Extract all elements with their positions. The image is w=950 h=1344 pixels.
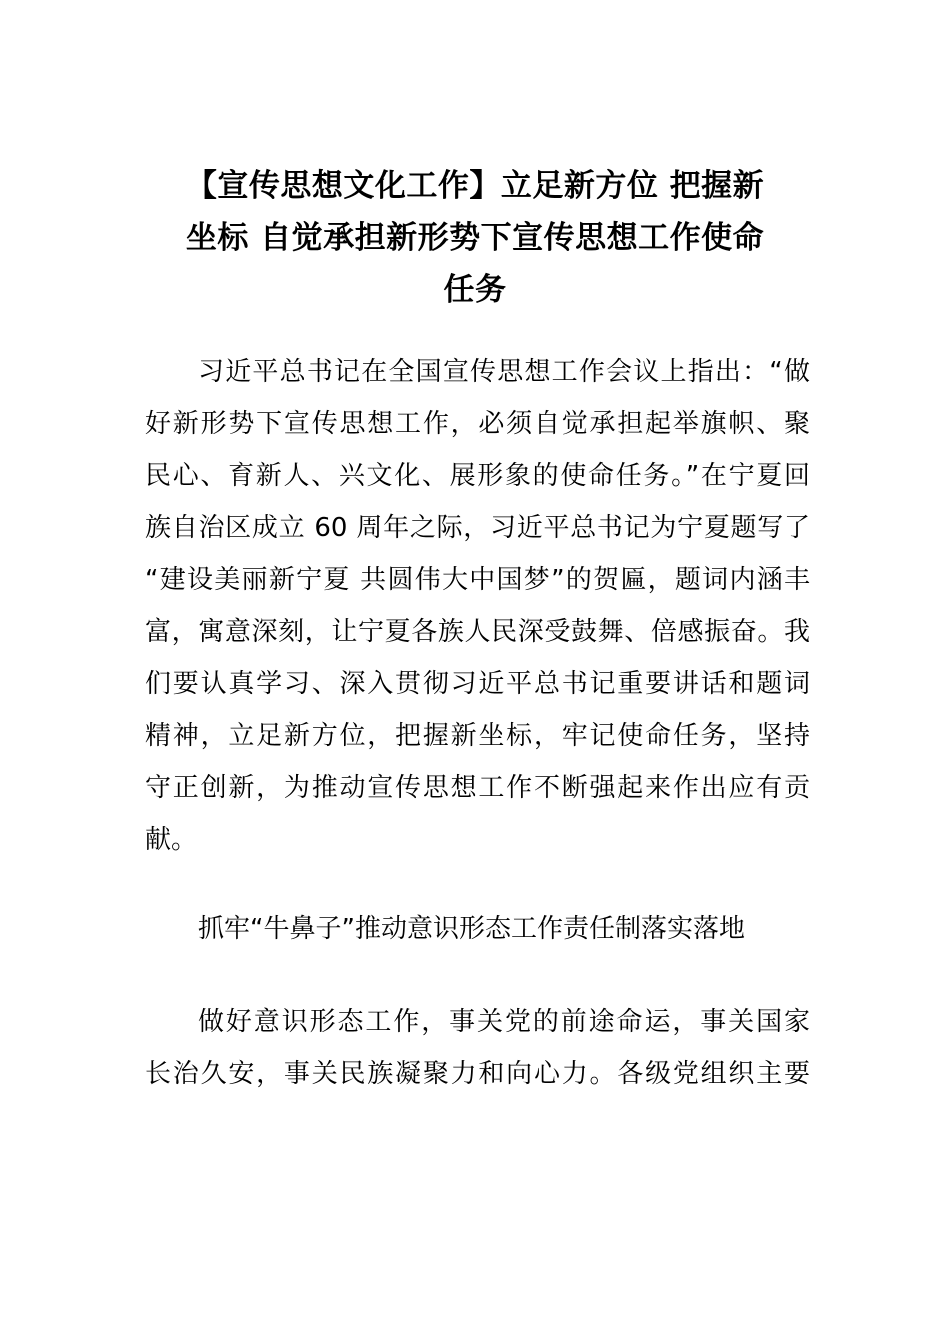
paragraph-line: “建设美丽新宁夏 共圆伟大中国梦”的贺匾，题词内涵丰 — [145, 565, 810, 595]
title-line: 坐标 自觉承担新形势下宣传思想工作使命 — [185, 220, 765, 256]
paragraph-line: 们要认真学习、深入贯彻习近平总书记重要讲话和题词 — [145, 669, 810, 699]
paragraph-line: 献。 — [145, 825, 198, 855]
paragraph-line: 民心、育新人、兴文化、展形象的使命任务。”在宁夏回 — [145, 461, 810, 491]
paragraph-line: 守正创新，为推动宣传思想工作不断强起来作出应有贡 — [145, 773, 810, 803]
section-heading — [145, 903, 810, 955]
paragraph-line: 好新形势下宣传思想工作，必须自觉承担起举旗帜、聚 — [145, 409, 810, 439]
paragraph-line: 富，寓意深刻，让宁夏各族人民深受鼓舞、倍感振奋。我 — [145, 617, 810, 647]
title-line: 任务 — [443, 272, 507, 308]
paragraph-line: 习近平总书记在全国宣传思想工作会议上指出：“做 — [198, 357, 810, 387]
paragraph-section — [145, 996, 810, 1100]
section-heading-text: 抓牢“牛鼻子”推动意识形态工作责任制落实落地 — [198, 914, 745, 944]
paragraph-line: 做好意识形态工作，事关党的前途命运，事关国家 — [198, 1007, 810, 1037]
paragraph-intro — [145, 346, 810, 866]
paragraph-line: 精神，立足新方位，把握新坐标，牢记使命任务，坚持 — [145, 721, 810, 751]
paragraph-line: 族自治区成立 60 周年之际，习近平总书记为宁夏题写了 — [145, 513, 810, 543]
paragraph-line: 长治久安，事关民族凝聚力和向心力。各级党组织主要 — [145, 1059, 810, 1089]
document-title — [140, 160, 810, 316]
title-line: 【宣传思想文化工作】立足新方位 把握新 — [185, 168, 765, 204]
